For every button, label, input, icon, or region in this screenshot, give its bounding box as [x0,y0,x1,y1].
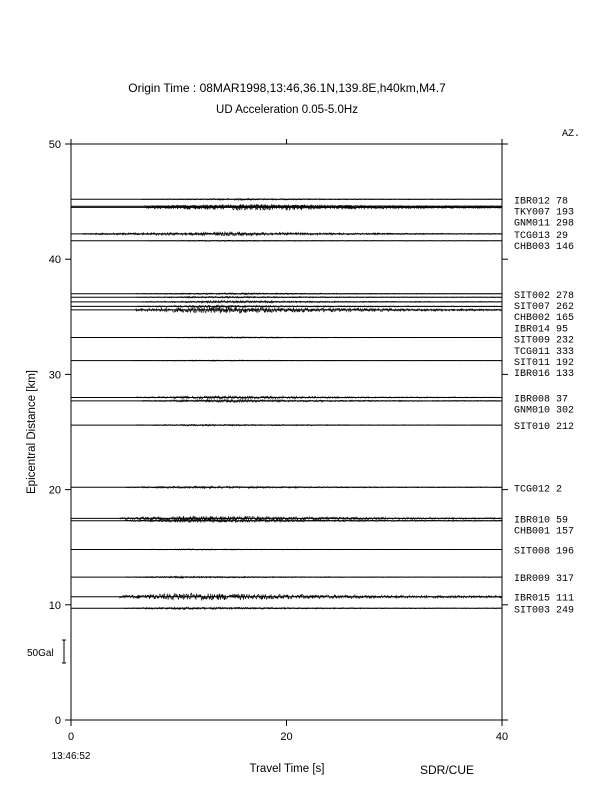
amplitude-scale-bar [62,640,66,663]
trace-CHB003 [71,240,502,241]
station-label: TCG011 333 [514,346,575,358]
station-label: TKY007 193 [514,207,575,219]
station-label: CHB001 157 [514,526,575,538]
waveform [141,301,502,303]
trace-SIT007 [71,296,502,298]
x-tick-label: 20 [280,731,293,743]
waveform [136,424,502,426]
trace-SIT002 [71,293,502,295]
waveform [82,232,502,236]
y-tick-label: 50 [48,139,61,151]
y-tick-label: 0 [54,715,61,727]
trace-IBR012 [71,198,502,200]
x-axis-title: Travel Time [s] [249,763,325,775]
station-label: IBR014 95 [514,324,569,336]
waveform [136,396,502,399]
scale-bar-label: 50Gal [27,648,54,659]
chart-subtitle: UD Acceleration 0.05-5.0Hz [216,104,358,116]
plot-frame [71,144,502,720]
station-label: IBR012 78 [514,196,569,208]
waveform [125,576,502,578]
station-label: IBR010 59 [514,515,569,527]
station-label: IBR008 37 [514,394,569,406]
azimuth-header: AZ. [562,129,581,140]
trace-TCG012 [71,486,502,488]
trace-IBR016 [71,360,502,361]
station-label: SIT002 278 [514,290,575,302]
seismic-traces [71,198,502,609]
station-label: IBR009 317 [514,574,575,586]
station-label: IBR016 133 [514,369,575,381]
y-tick-label: 30 [48,369,61,382]
waveform [136,293,502,295]
start-time-label: 13:46:52 [51,751,91,762]
trace-TCG013 [71,232,502,236]
station-label: CHB003 146 [514,242,575,254]
station-label: SIT010 212 [514,422,575,434]
station-labels [514,196,574,616]
station-label: SIT008 196 [514,546,575,558]
station-label: SIT003 249 [514,605,575,617]
y-tick-label: 40 [48,254,61,267]
trace-IBR009 [71,576,502,578]
trace-IBR015 [71,593,502,600]
credit-label: SDR/CUE [419,763,475,777]
y-tick-label: 10 [48,599,61,612]
station-label: SIT011 192 [514,357,575,369]
trace-SIT009 [71,307,502,314]
waveform [123,607,502,609]
trace-SIT008 [71,549,502,550]
trace-SIT003 [71,607,502,609]
waveform [136,307,502,314]
station-label: SIT009 232 [514,335,575,347]
trace-GNM011 [71,204,502,210]
station-label: TCG013 29 [514,230,569,242]
x-tick-label: 40 [495,731,509,743]
station-label: SIT007 262 [514,301,575,313]
trace-CHB002 [71,301,502,303]
station-label: CHB002 165 [514,313,575,325]
trace-IBR014 [71,305,502,307]
trace-IBR008 [71,396,502,399]
trace-IBR010 [71,516,502,521]
y-axis-title: Epicentral Distance [km] [26,370,38,494]
trace-SIT011 [71,337,502,338]
x-tick-label: 0 [67,731,75,743]
trace-GNM010 [71,399,502,402]
y-axis [49,139,508,727]
x-axis [68,139,508,743]
station-label: GNM010 302 [514,405,575,417]
y-tick-label: 20 [48,484,61,497]
station-label: IBR015 111 [514,593,575,605]
trace-SIT010 [71,424,502,426]
station-label: TCG012 2 [514,484,563,496]
station-label: GNM011 298 [514,218,575,230]
chart-title: Origin Time : 08MAR1998,13:46,36.1N,139.8E,h40km,M4.7 [128,81,446,95]
